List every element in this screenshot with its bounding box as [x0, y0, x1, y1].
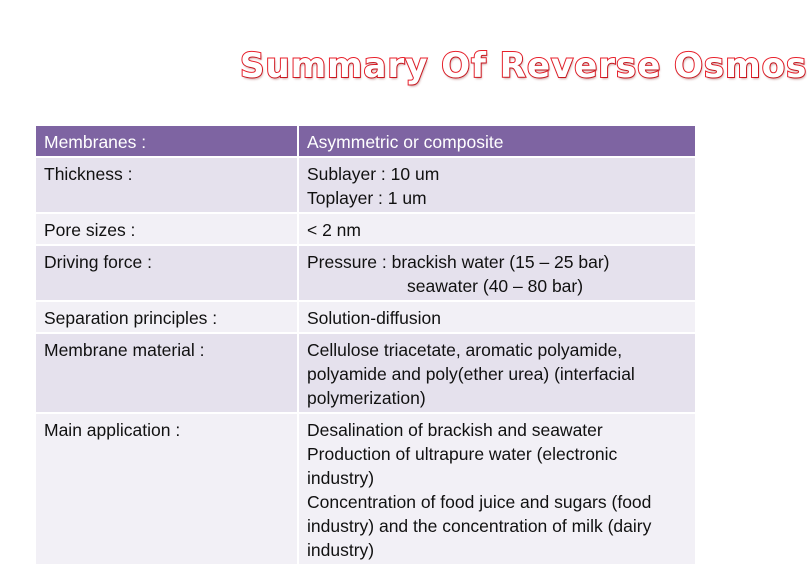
- value-line: Toplayer : 1 um: [307, 188, 427, 208]
- row-label: Pore sizes :: [36, 213, 298, 245]
- row-value: [298, 413, 696, 565]
- header-label-cell: Membranes :: [36, 126, 298, 157]
- row-value: [298, 333, 696, 413]
- row-label: Separation principles :: [36, 301, 298, 333]
- row-label: Main application :: [36, 413, 298, 565]
- value-line: Pressure : brackish water (15 – 25 bar): [307, 252, 610, 272]
- summary-table-container: [36, 126, 696, 560]
- value-line: Solution-diffusion: [307, 308, 441, 328]
- value-line: Sublayer : 10 um: [307, 164, 440, 184]
- table-row-pore-sizes: [36, 213, 696, 245]
- row-value: [298, 157, 696, 213]
- table-row-main-application: [36, 413, 696, 565]
- header-value-cell: Asymmetric or composite: [298, 126, 696, 157]
- table-row-membrane-material: [36, 333, 696, 413]
- table-row-separation-principles: [36, 301, 696, 333]
- row-value: [298, 301, 696, 333]
- row-value: [298, 245, 696, 301]
- row-label: Driving force :: [36, 245, 298, 301]
- value-line: Cellulose triacetate, aromatic polyamide, polyamide and poly(ether urea) (interfacial polymerization): [307, 340, 635, 408]
- table-row-driving-force: [36, 245, 696, 301]
- row-label: Thickness :: [36, 157, 298, 213]
- value-line: Production of ultrapure water (electronic industry): [307, 444, 618, 488]
- slide-title: Summary Of Reverse Osmos: [240, 46, 807, 86]
- summary-table: [36, 126, 697, 566]
- table-header-row: [36, 126, 696, 157]
- value-line: < 2 nm: [307, 220, 361, 240]
- value-line: seawater (40 – 80 bar): [407, 276, 584, 296]
- row-value: [298, 213, 696, 245]
- table-row-thickness: [36, 157, 696, 213]
- value-line: Desalination of brackish and seawater: [307, 420, 603, 440]
- row-label: Membrane material :: [36, 333, 298, 413]
- value-line: Concentration of food juice and sugars (food industry) and the concentration of milk (dairy industry): [307, 492, 652, 560]
